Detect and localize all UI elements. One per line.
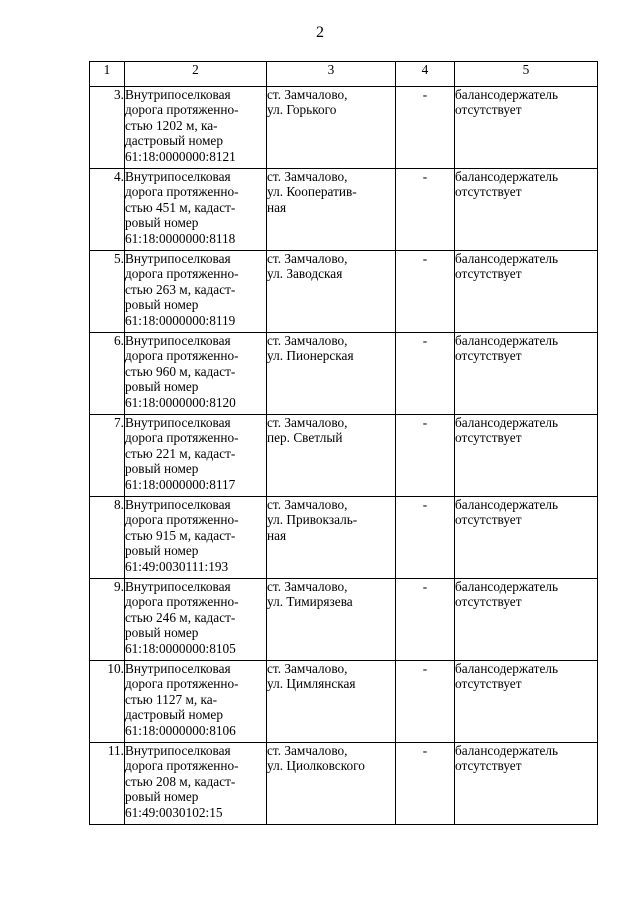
road-name-cell <box>125 251 267 333</box>
column-4-cell: - <box>396 497 455 579</box>
address-line: ул. Тимирязева <box>267 594 353 610</box>
road-name-cell <box>125 87 267 169</box>
address-line: ул. Пионерская <box>267 348 354 364</box>
road-name-line: дорога протяженно- <box>125 430 239 446</box>
row-number-cell: 4. <box>90 169 125 251</box>
address-line: ст. Замчалово, <box>267 87 348 102</box>
address-line: ул. Горького <box>267 102 337 118</box>
address-line: ул. Привокзаль- <box>267 512 358 528</box>
road-name-line: стью 451 м, кадаст- <box>125 199 236 215</box>
road-name-line: ровый номер <box>125 789 199 805</box>
road-name-line: стью 221 м, кадаст- <box>125 445 236 461</box>
road-name-line: стью 263 м, кадаст- <box>125 281 236 297</box>
road-name-line: Внутрипоселковая <box>125 169 231 184</box>
balance-holder-line: отсутствует <box>455 594 522 610</box>
balance-holder-cell <box>455 415 598 497</box>
address-cell <box>267 87 396 169</box>
address-cell <box>267 251 396 333</box>
road-name-cell <box>125 169 267 251</box>
balance-holder-cell <box>455 251 598 333</box>
address-cell <box>267 579 396 661</box>
address-line: ст. Замчалово, <box>267 497 348 512</box>
balance-holder-line: отсутствует <box>455 266 522 282</box>
balance-holder-cell <box>455 743 598 825</box>
balance-holder-line: отсутствует <box>455 184 522 200</box>
table-row <box>90 87 598 169</box>
address-cell <box>267 169 396 251</box>
balance-holder-line: отсутствует <box>455 758 522 774</box>
road-name-cell <box>125 415 267 497</box>
balance-holder-cell <box>455 497 598 579</box>
column-4-cell: - <box>396 169 455 251</box>
road-name-cell <box>125 579 267 661</box>
balance-holder-line: отсутствует <box>455 102 522 118</box>
table-row <box>90 251 598 333</box>
row-number-cell: 3. <box>90 87 125 169</box>
road-name-line: дастровый номер <box>125 133 223 149</box>
road-name-line: 61:18:0000000:8119 <box>125 312 236 328</box>
address-line: ул. Заводская <box>267 266 343 282</box>
row-number-cell: 10. <box>90 661 125 743</box>
road-name-line: 61:49:0030111:193 <box>125 558 229 574</box>
balance-holder-line: балансодержатель <box>455 251 559 266</box>
row-number-cell: 9. <box>90 579 125 661</box>
table-row <box>90 333 598 415</box>
roads-table <box>89 61 598 825</box>
column-4-cell: - <box>396 743 455 825</box>
road-name-line: дорога протяженно- <box>125 348 239 364</box>
balance-holder-line: балансодержатель <box>455 743 559 758</box>
address-cell <box>267 497 396 579</box>
address-line: ул. Кооператив- <box>267 184 357 200</box>
road-name-line: Внутрипоселковая <box>125 415 231 430</box>
road-name-line: стью 246 м, кадаст- <box>125 609 236 625</box>
balance-holder-cell <box>455 579 598 661</box>
address-line: ст. Замчалово, <box>267 251 348 266</box>
address-line: ст. Замчалово, <box>267 743 348 758</box>
road-name-line: Внутрипоселковая <box>125 251 231 266</box>
row-number-cell: 5. <box>90 251 125 333</box>
address-line: ст. Замчалово, <box>267 415 348 430</box>
column-4-cell: - <box>396 87 455 169</box>
address-line: ул. Цимлянская <box>267 676 356 692</box>
road-name-line: 61:49:0030102:15 <box>125 804 223 820</box>
balance-holder-cell <box>455 87 598 169</box>
balance-holder-cell <box>455 169 598 251</box>
road-name-line: Внутрипоселковая <box>125 333 231 348</box>
road-name-line: Внутрипоселковая <box>125 497 231 512</box>
address-cell <box>267 415 396 497</box>
road-name-line: стью 1127 м, ка- <box>125 691 218 707</box>
road-name-line: Внутрипоселковая <box>125 579 231 594</box>
road-name-line: дастровый номер <box>125 707 223 723</box>
column-header-5: 5 <box>455 62 598 87</box>
balance-holder-line: отсутствует <box>455 676 522 692</box>
table-row <box>90 497 598 579</box>
address-line: пер. Светлый <box>267 430 343 446</box>
road-name-line: Внутрипоселковая <box>125 87 231 102</box>
road-name-cell <box>125 497 267 579</box>
road-name-line: дорога протяженно- <box>125 512 239 528</box>
road-name-line: ровый номер <box>125 625 199 641</box>
address-cell <box>267 661 396 743</box>
column-header-1: 1 <box>90 62 125 87</box>
balance-holder-line: балансодержатель <box>455 497 559 512</box>
column-4-cell: - <box>396 661 455 743</box>
road-name-line: стью 915 м, кадаст- <box>125 527 236 543</box>
road-name-line: дорога протяженно- <box>125 594 239 610</box>
road-name-line: Внутрипоселковая <box>125 743 231 758</box>
road-name-line: дорога протяженно- <box>125 102 239 118</box>
road-name-line: стью 208 м, кадаст- <box>125 773 236 789</box>
road-name-line: 61:18:0000000:8117 <box>125 476 236 492</box>
balance-holder-line: отсутствует <box>455 348 522 364</box>
balance-holder-line: балансодержатель <box>455 333 559 348</box>
road-name-line: ровый номер <box>125 379 199 395</box>
address-line: ст. Замчалово, <box>267 579 348 594</box>
balance-holder-line: балансодержатель <box>455 415 559 430</box>
address-line: ст. Замчалово, <box>267 333 348 348</box>
balance-holder-line: отсутствует <box>455 512 522 528</box>
road-name-line: дорога протяженно- <box>125 676 239 692</box>
column-header-2: 2 <box>125 62 267 87</box>
column-4-cell: - <box>396 579 455 661</box>
balance-holder-line: балансодержатель <box>455 579 559 594</box>
road-name-line: дорога протяженно- <box>125 184 239 200</box>
balance-holder-line: балансодержатель <box>455 169 559 184</box>
address-line: ст. Замчалово, <box>267 661 348 676</box>
table-header-row <box>90 62 598 87</box>
row-number-cell: 7. <box>90 415 125 497</box>
balance-holder-cell <box>455 661 598 743</box>
column-header-4: 4 <box>396 62 455 87</box>
road-name-line: Внутрипоселковая <box>125 661 231 676</box>
road-name-line: 61:18:0000000:8105 <box>125 640 236 656</box>
table-row <box>90 415 598 497</box>
column-4-cell: - <box>396 415 455 497</box>
road-name-line: 61:18:0000000:8106 <box>125 722 236 738</box>
address-cell <box>267 333 396 415</box>
balance-holder-line: балансодержатель <box>455 87 559 102</box>
address-line: ул. Циолковского <box>267 758 365 774</box>
table-row <box>90 169 598 251</box>
road-name-line: 61:18:0000000:8120 <box>125 394 236 410</box>
column-header-3: 3 <box>267 62 396 87</box>
row-number-cell: 8. <box>90 497 125 579</box>
address-line: ная <box>267 527 287 543</box>
table-row <box>90 743 598 825</box>
row-number-cell: 11. <box>90 743 125 825</box>
road-name-line: стью 1202 м, ка- <box>125 117 218 133</box>
road-name-line: ровый номер <box>125 215 199 231</box>
column-4-cell: - <box>396 251 455 333</box>
row-number-cell: 6. <box>90 333 125 415</box>
table-row <box>90 579 598 661</box>
road-name-cell <box>125 743 267 825</box>
balance-holder-line: отсутствует <box>455 430 522 446</box>
road-name-line: ровый номер <box>125 297 199 313</box>
balance-holder-cell <box>455 333 598 415</box>
road-name-line: стью 960 м, кадаст- <box>125 363 236 379</box>
road-name-line: ровый номер <box>125 543 199 559</box>
address-line: ная <box>267 199 287 215</box>
road-name-line: дорога протяженно- <box>125 266 239 282</box>
road-name-cell <box>125 333 267 415</box>
road-name-cell <box>125 661 267 743</box>
page-number: 2 <box>316 24 324 41</box>
road-name-line: 61:18:0000000:8121 <box>125 148 236 164</box>
table-row <box>90 661 598 743</box>
road-name-line: 61:18:0000000:8118 <box>125 230 236 246</box>
road-name-line: дорога протяженно- <box>125 758 239 774</box>
column-4-cell: - <box>396 333 455 415</box>
balance-holder-line: балансодержатель <box>455 661 559 676</box>
address-line: ст. Замчалово, <box>267 169 348 184</box>
address-cell <box>267 743 396 825</box>
road-name-line: ровый номер <box>125 461 199 477</box>
